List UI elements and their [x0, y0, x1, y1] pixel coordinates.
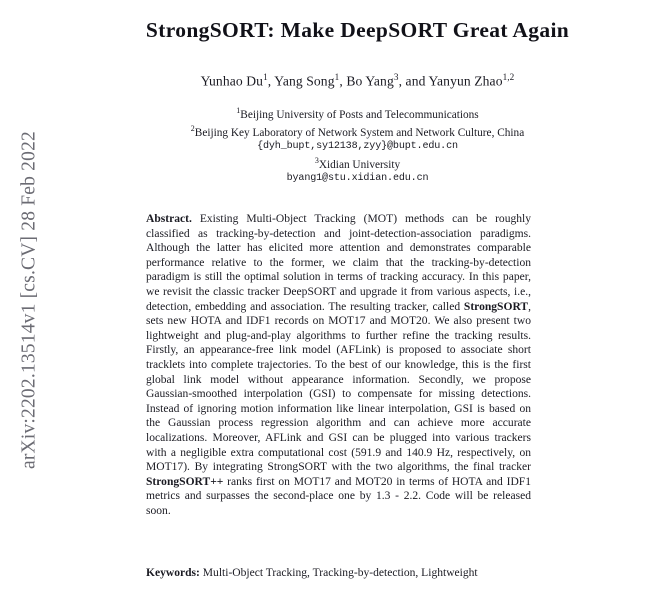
affiliation-marker-2: 2 [190, 123, 195, 133]
abstract-part-3: ranks first on MOT17 and MOT20 in terms of HOTA and IDF1 metrics and surpasses the second-place one by 1.3 - 2.2. Code will be released soon. [146, 475, 531, 517]
affiliation-marker-1: 1 [236, 106, 241, 115]
page-title: StrongSORT: Make DeepSORT Great Again [145, 18, 570, 42]
abstract-bold-strongsort-plusplus: StrongSORT++ [146, 475, 224, 488]
author-separator-1: , [267, 73, 275, 89]
abstract-bold-strongsort: StrongSORT [463, 300, 529, 313]
author-email-2: byang1@stu.xidian.edu.cn [286, 173, 429, 185]
arxiv-stamp [0, 0, 58, 599]
keywords-label: Keywords: [146, 567, 200, 579]
affiliation-marker-3: 3 [314, 156, 319, 166]
abstract-part-2: , sets new HOTA and IDF1 records on MOT17 and MOT20. We also present two lightweight and plug-and-play algorithms to further refine the tracking results. Firstly, an appearance-free link model (AFLink) is proposed to associate short tracklets into complete trajectories. To the best of our knowledge, this is the first global link model without appearance information. Secondly, we propose Gaussian-smoothed interpolation (GSI) to compensate for missing detections. Instead of ignoring motion information like linear interpolation, GSI is based on the Gaussian process regression algorithm and can achieve more accurate localizations. Moreover, AFLink and GSI can be plugged into various trackers with a negligible extra computational cost (591.9 and 140.9 Hz, respectively, on MOT17). By integrating StrongSORT with the two algorithms, the final tracker [146, 300, 531, 474]
abstract-text [146, 212, 531, 518]
affiliation-list [58, 104, 657, 186]
author-name-3: Bo Yang [346, 73, 394, 89]
affiliation-line-2 [58, 122, 657, 140]
abstract-section [146, 212, 531, 518]
author-separator-3: , and [398, 73, 429, 89]
author-email-1: {dyh_bupt,sy12138,zyy}@bupt.edu.cn [257, 140, 458, 152]
affiliation-line-3 [58, 154, 657, 172]
keywords-text: Multi-Object Tracking, Tracking-by-detection, Lightweight [199, 567, 478, 579]
author-separator-2: , [339, 73, 347, 89]
keywords-section [146, 566, 531, 581]
affiliation-line-1 [58, 104, 657, 122]
paper-page [58, 0, 657, 599]
author-name-4: Yanyun Zhao [428, 73, 503, 89]
abstract-part-1: Existing Multi-Object Tracking (MOT) methods can be roughly classified as tracking-by-detection and joint-detection-association paradigms. Although the latter has elicited more attention and demonstrates comparable performance relative to the former, we claim that the tracking-by-detection paradigm is still the optimal solution in terms of tracking accuracy. In this paper, we revisit the classic tracker DeepSORT and upgrade it from various aspects, i.e., detection, embedding and association. The resulting tracker, called [146, 213, 531, 313]
abstract-label: Abstract. [146, 213, 192, 225]
author-affiliation-marker-2: 1 [334, 72, 340, 82]
affiliation-text-2: Beijing Key Laboratory of Network System and Network Culture, China [194, 126, 525, 139]
author-affiliation-marker-1: 1 [263, 72, 268, 82]
author-name-1: Yunhao Du [200, 73, 264, 89]
author-name-2: Yang Song [274, 73, 335, 89]
author-list [58, 72, 657, 90]
author-affiliation-marker-3: 3 [393, 72, 399, 82]
arxiv-stamp-text: arXiv:2202.13514v1 [cs.CV] 28 Feb 2022 [18, 130, 40, 469]
affiliation-text-1: Beijing University of Posts and Telecommunications [240, 108, 479, 121]
author-affiliation-marker-4: 1,2 [502, 72, 515, 82]
affiliation-text-3: Xidian University [318, 158, 401, 171]
